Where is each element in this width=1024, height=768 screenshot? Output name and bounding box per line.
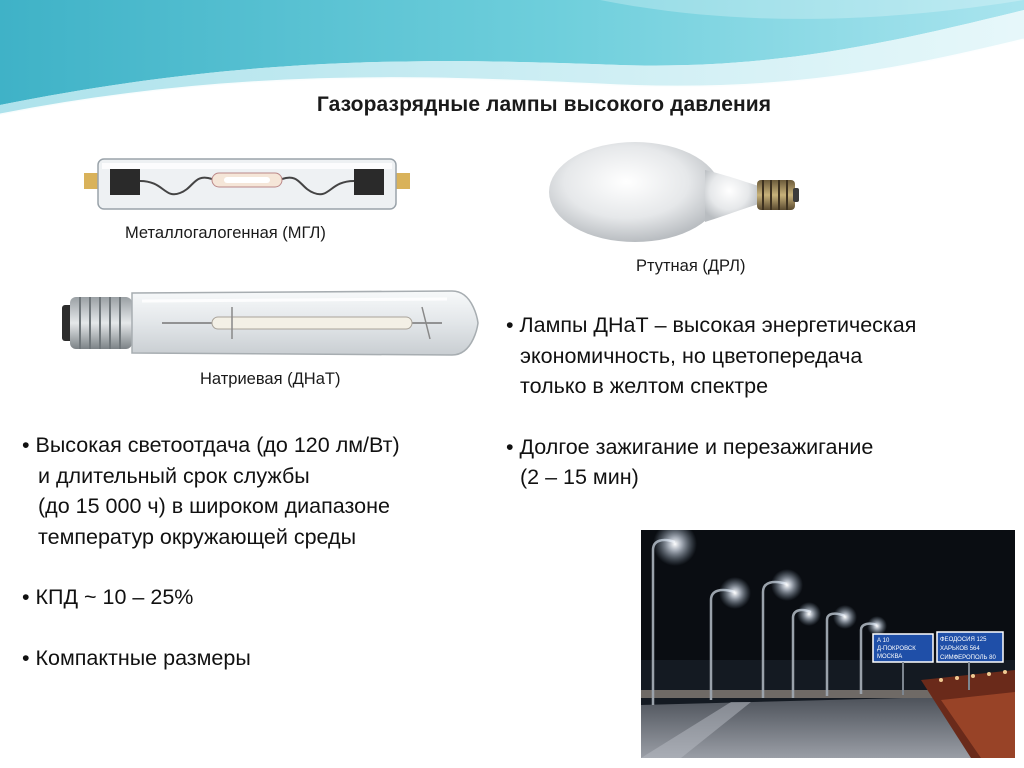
right-bullet-list: [506, 310, 916, 493]
slide-title: Газоразрядные лампы высокого давления: [316, 93, 772, 116]
sign-right-text-1: ФЕОДОСИЯ 125: [940, 637, 987, 643]
mercury-lamp-image: [545, 130, 801, 258]
bullet-line: (до 15 000 ч) в широком диапазоне: [38, 494, 390, 518]
sodium-lamp-image: [62, 283, 482, 363]
mgl-caption: Металлогалогенная (МГЛ): [125, 224, 326, 242]
metal-halide-lamp-image: [84, 153, 410, 215]
bullet-line: экономичность, но цветопередача: [520, 343, 863, 368]
night-highway-photo: [641, 530, 1015, 758]
sign-left-text-1: А 10: [877, 638, 890, 644]
bullet-line: только в желтом спектре: [520, 374, 769, 398]
sign-left-text-2: Д-ПОКРОВСК: [877, 646, 916, 652]
bullet-line: и длительный срок службы: [38, 463, 310, 488]
bullet-line: • Лампы ДНаТ – высокая энергетическая: [506, 313, 917, 337]
dnat-caption: Натриевая (ДНаТ): [200, 370, 341, 388]
bullet-line: (2 – 15 мин): [520, 465, 639, 489]
sign-right-text-3: СИМФЕРОПОЛЬ 80: [940, 655, 996, 661]
sign-left-text-3: МОСКВА: [877, 654, 903, 660]
bullet-line: температур окружающей среды: [38, 524, 357, 549]
sign-right-text-2: ХАРЬКОВ 564: [940, 646, 980, 652]
bullet-line: • КПД ~ 10 – 25%: [22, 585, 194, 609]
bullet-line: • Высокая светоотдача (до 120 лм/Вт): [22, 433, 400, 457]
left-bullet-list: [22, 430, 400, 673]
drl-caption: Ртутная (ДРЛ): [636, 257, 746, 275]
bullet-line: • Долгое зажигание и перезажигание: [506, 434, 874, 459]
bullet-line: • Компактные размеры: [22, 645, 251, 670]
